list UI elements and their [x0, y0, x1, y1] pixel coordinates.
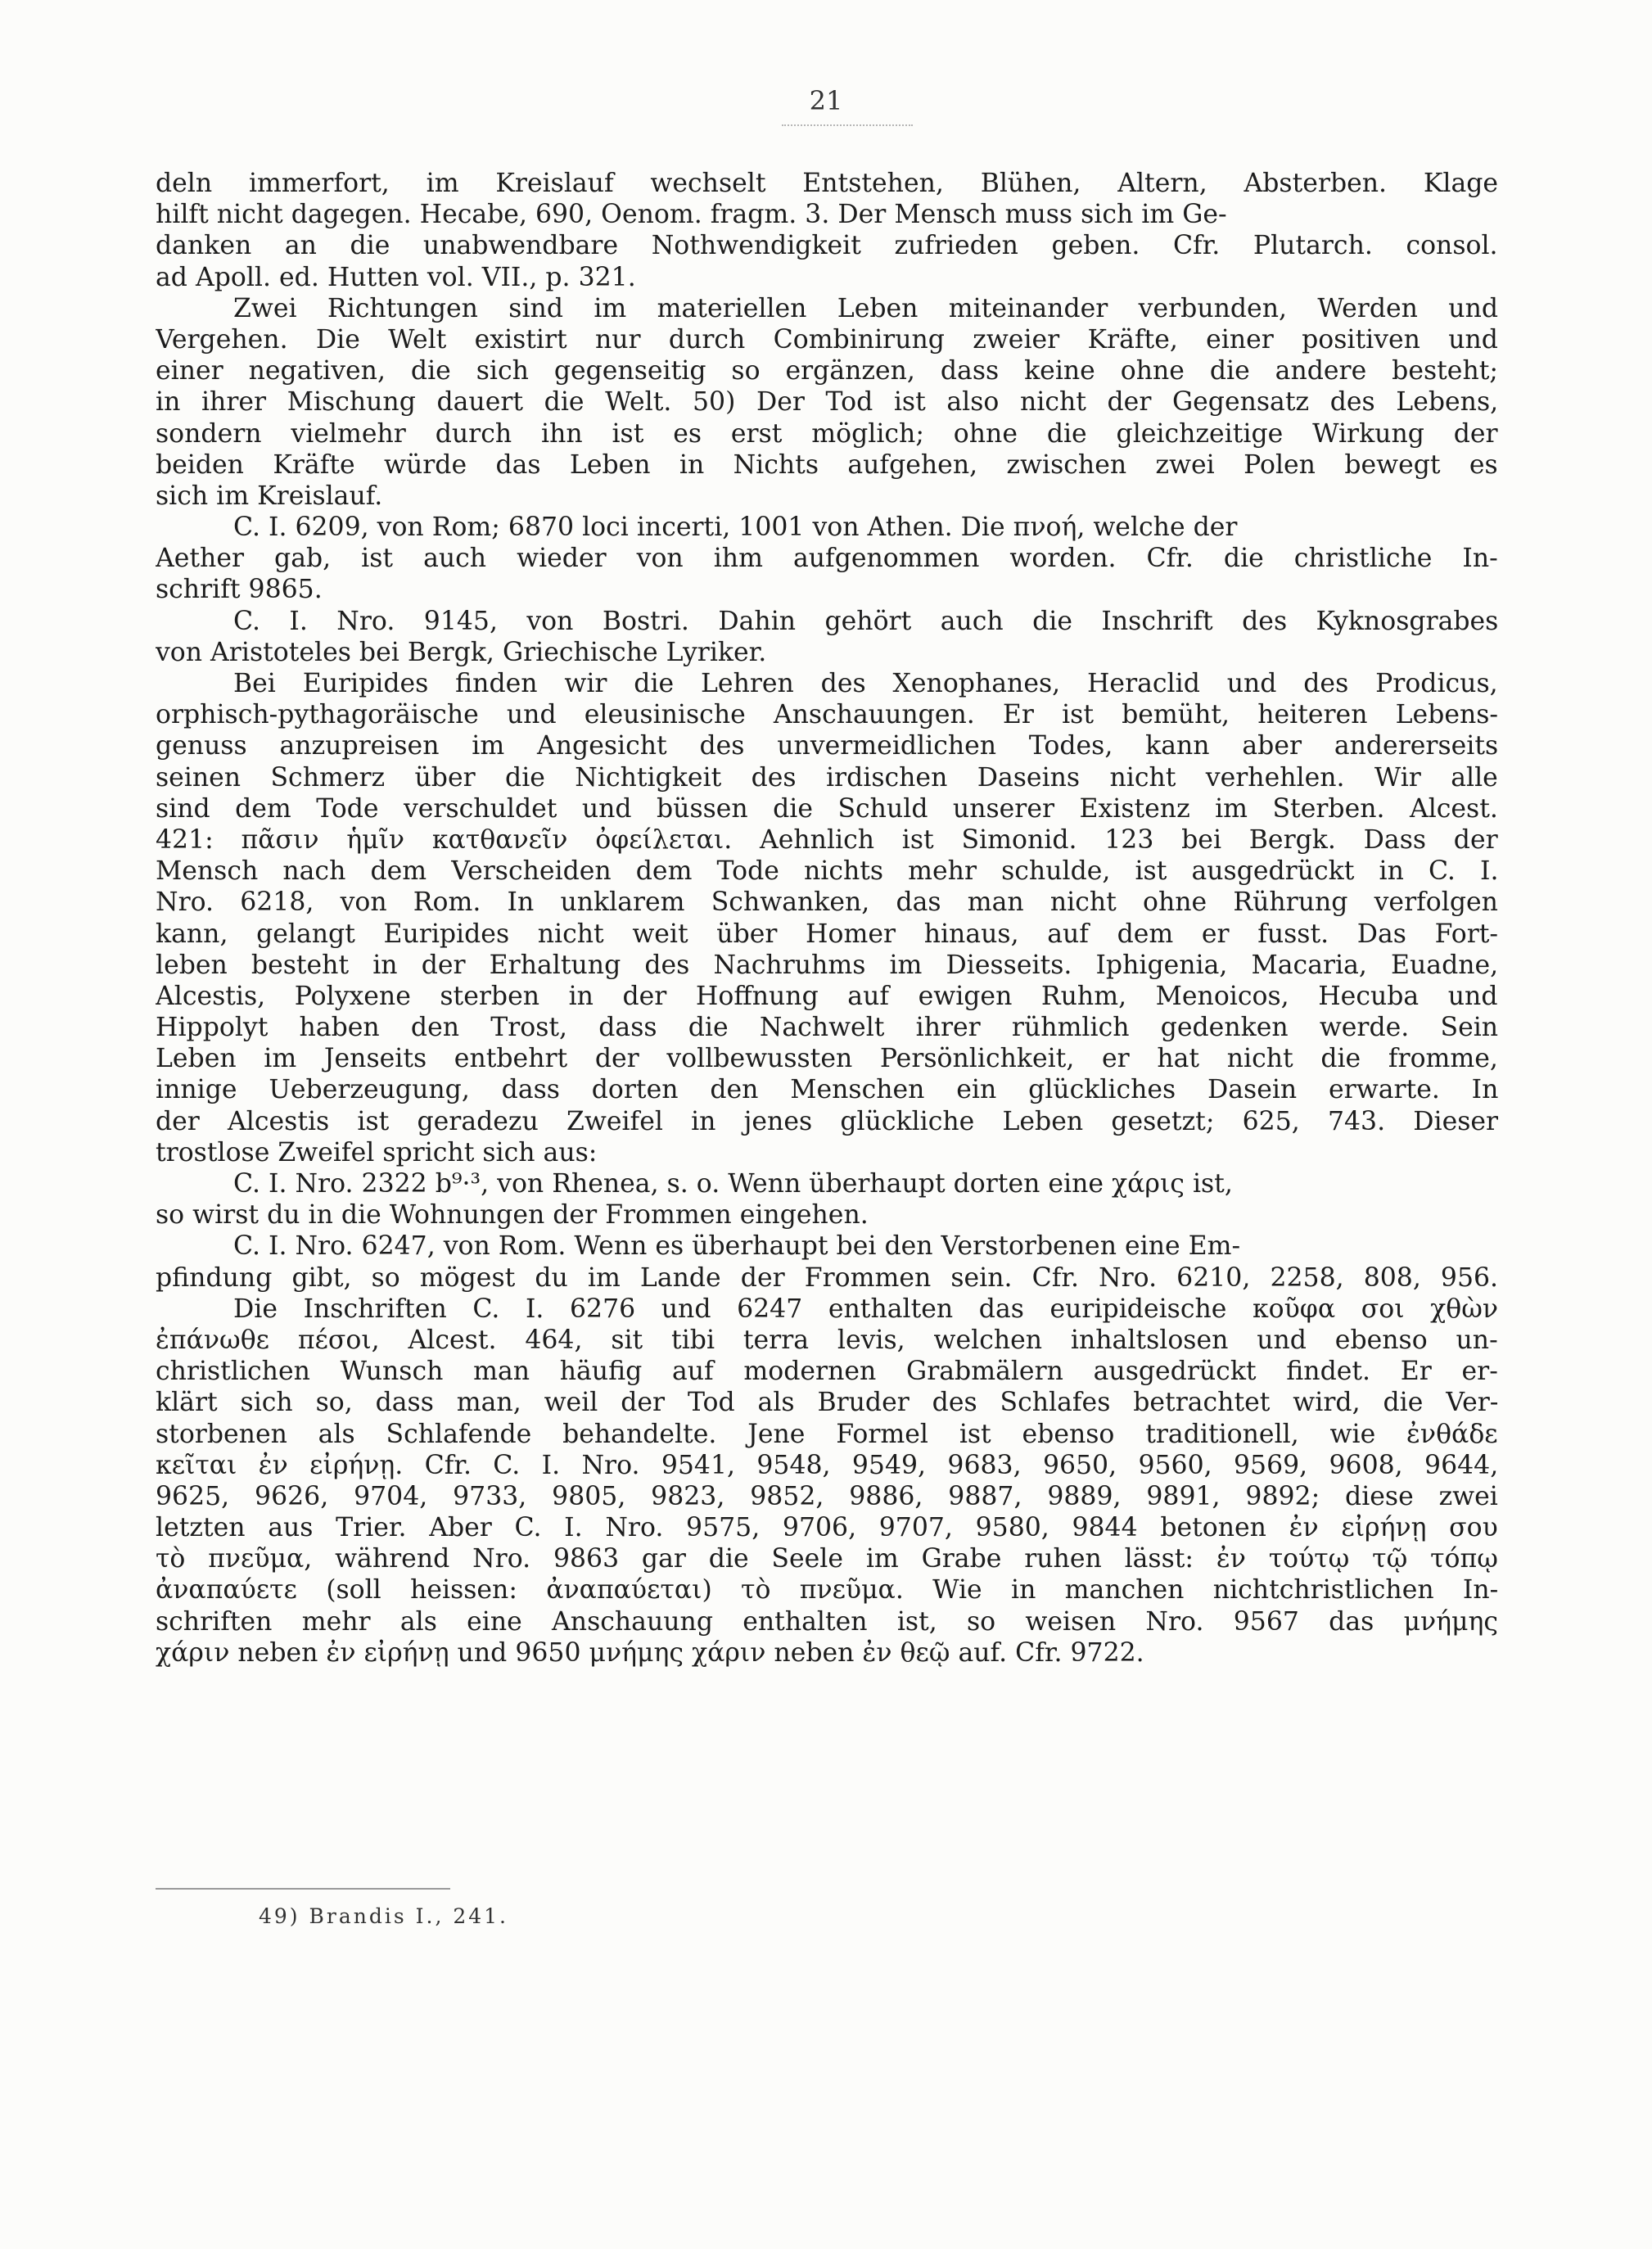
text-line: sind dem Tode verschuldet und büssen die Schuld unserer Existenz im Sterben. Alcest. [156, 793, 1498, 824]
text-line: innige Ueberzeugung, dass dorten den Menschen ein glückliches Dasein erwarte. In [156, 1075, 1498, 1105]
text-line: C. I. Nro. 2322 b⁹·³, von Rhenea, s. o. Wenn überhaupt dorten eine χάρις ist, [233, 1169, 1233, 1199]
footnote-rule [156, 1888, 450, 1890]
text-line: Die Inschriften C. I. 6276 und 6247 enthalten das euripideische κοῦφα σοι χθὼν [233, 1294, 1498, 1324]
text-line: Aether gab, ist auch wieder von ihm aufgenommen worden. Cfr. die christliche In- [156, 544, 1498, 574]
text-line: klärt sich so, dass man, weil der Tod als Bruder des Schlafes betrachtet wird, die Ver- [156, 1388, 1498, 1418]
text-line: Vergehen. Die Welt existirt nur durch Combinirung zweier Kräfte, einer positiven und [156, 324, 1498, 355]
text-line: in ihrer Mischung dauert die Welt. 50) Der Tod ist also nicht der Gegensatz des Lebens, [156, 387, 1498, 418]
text-line: seinen Schmerz über die Nichtigkeit des irdischen Daseins nicht verhehlen. Wir alle [156, 762, 1498, 793]
page-body-text [156, 168, 1498, 1669]
text-line: danken an die unabwendbare Nothwendigkeit zufrieden geben. Cfr. Plutarch. consol. [156, 231, 1498, 261]
text-line: einer negativen, die sich gegenseitig so ergänzen, dass keine ohne die andere besteht; [156, 356, 1498, 386]
text-line: beiden Kräfte würde das Leben in Nichts aufgehen, zwischen zwei Polen bewegt es [156, 449, 1498, 480]
text-line: der Alcestis ist geradezu Zweifel in jenes glückliche Leben gesetzt; 625, 743. Dieser [156, 1106, 1498, 1136]
page-number: 21 [809, 85, 843, 116]
text-line: Nro. 6218, von Rom. In unklarem Schwanken, das man nicht ohne Rührung verfolgen [156, 887, 1498, 918]
text-line: leben besteht in der Erhaltung des Nachruhms im Diesseits. Iphigenia, Macaria, Euadne, [156, 950, 1498, 980]
text-line: Alcestis, Polyxene sterben in der Hoffnung auf ewigen Ruhm, Menoicos, Hecuba und [156, 981, 1498, 1011]
text-line: storbenen als Schlafende behandelte. Jene Formel ist ebenso traditionell, wie ἐνθάδε [156, 1419, 1498, 1449]
text-line: 9625, 9626, 9704, 9733, 9805, 9823, 9852, 9886, 9887, 9889, 9891, 9892; diese zwei [156, 1481, 1498, 1511]
text-line: trostlose Zweifel spricht sich aus: [156, 1137, 598, 1167]
text-line: ἐπάνωθε πέσοι, Alcest. 464, sit tibi terra levis, welchen inhaltslosen und ebenso un- [156, 1325, 1498, 1355]
footnote: 49) Brandis I., 241. [259, 1904, 508, 1928]
text-line: schrift 9865. [156, 575, 323, 605]
text-line: κεῖται ἐν εἰρήνῃ. Cfr. C. I. Nro. 9541, 9548, 9549, 9683, 9650, 9560, 9569, 9608, 9644, [156, 1450, 1498, 1480]
text-line: sich im Kreislauf. [156, 481, 383, 511]
header-ornament-rule [782, 124, 913, 126]
text-line: orphisch-pythagoräische und eleusinische Anschauungen. Er ist bemüht, heiteren Lebens- [156, 700, 1498, 730]
text-line: C. I. Nro. 6247, von Rom. Wenn es überhaupt bei den Verstorbenen eine Em- [233, 1231, 1241, 1262]
text-line: letzten aus Trier. Aber C. I. Nro. 9575, 9706, 9707, 9580, 9844 betonen ἐν εἰρήνῃ σου [156, 1513, 1498, 1543]
text-line: deln immerfort, im Kreislauf wechselt Entstehen, Blühen, Altern, Absterben. Klage [156, 169, 1498, 198]
text-line: hilft nicht dagegen. Hecabe, 690, Oenom. fragm. 3. Der Mensch muss sich im Ge- [156, 200, 1227, 230]
text-line: so wirst du in die Wohnungen der Frommen eingehen. [156, 1200, 869, 1231]
text-line: Leben im Jenseits entbehrt der vollbewussten Persönlichkeit, er hat nicht die fromme, [156, 1044, 1498, 1074]
text-line: Hippolyt haben den Trost, dass die Nachwelt ihrer rühmlich gedenken werde. Sein [156, 1013, 1498, 1043]
text-line: schriften mehr als eine Anschauung enthalten ist, so weisen Nro. 9567 das μνήμης [156, 1606, 1498, 1637]
text-line: χάριν neben ἐν εἰρήνῃ und 9650 μνήμης χάριν neben ἐν θεῷ auf. Cfr. 9722. [156, 1637, 1144, 1668]
text-line: C. I. Nro. 9145, von Bostri. Dahin gehört auch die Inschrift des Kyknosgrabes [233, 606, 1498, 636]
text-line: ἀναπαύετε (soll heissen: ἀναπαύεται) τὸ πνεῦμα. Wie in manchen nichtchristlichen In- [156, 1575, 1498, 1605]
text-line: kann, gelangt Euripides nicht weit über Homer hinaus, auf dem er fusst. Das Fort- [156, 919, 1498, 949]
text-line: von Aristoteles bei Bergk, Griechische Lyriker. [156, 637, 767, 667]
text-line: C. I. 6209, von Rom; 6870 loci incerti, 1001 von Athen. Die πνοή, welche der [233, 513, 1238, 543]
text-line: pfindung gibt, so mögest du im Lande der Frommen sein. Cfr. Nro. 6210, 2258, 808, 956. [156, 1262, 1498, 1293]
text-line: ad Apoll. ed. Hutten vol. VII., p. 321. [156, 262, 636, 292]
text-line: Zwei Richtungen sind im materiellen Leben miteinander verbunden, Werden und [233, 293, 1498, 323]
text-line: Mensch nach dem Verscheiden dem Tode nichts mehr schulde, ist ausgedrückt in C. I. [156, 856, 1498, 887]
text-line: τὸ πνεῦμα, während Nro. 9863 gar die Seele im Grabe ruhen lässt: ἐν τούτῳ τῷ τόπῳ [156, 1544, 1498, 1574]
text-line: genuss anzupreisen im Angesicht des unvermeidlichen Todes, kann aber andererseits [156, 731, 1498, 761]
text-line: 421: πᾶσιν ἡμῖν κατθανεῖν ὀφείλεται. Aehnlich ist Simonid. 123 bei Bergk. Dass der [156, 824, 1498, 855]
text-line: sondern vielmehr durch ihn ist es erst möglich; ohne die gleichzeitige Wirkung der [156, 418, 1498, 449]
text-line: christlichen Wunsch man häufig auf modernen Grabmälern ausgedrückt findet. Er er- [156, 1357, 1498, 1387]
text-line: Bei Euripides finden wir die Lehren des Xenophanes, Heraclid und des Prodicus, [233, 669, 1498, 698]
